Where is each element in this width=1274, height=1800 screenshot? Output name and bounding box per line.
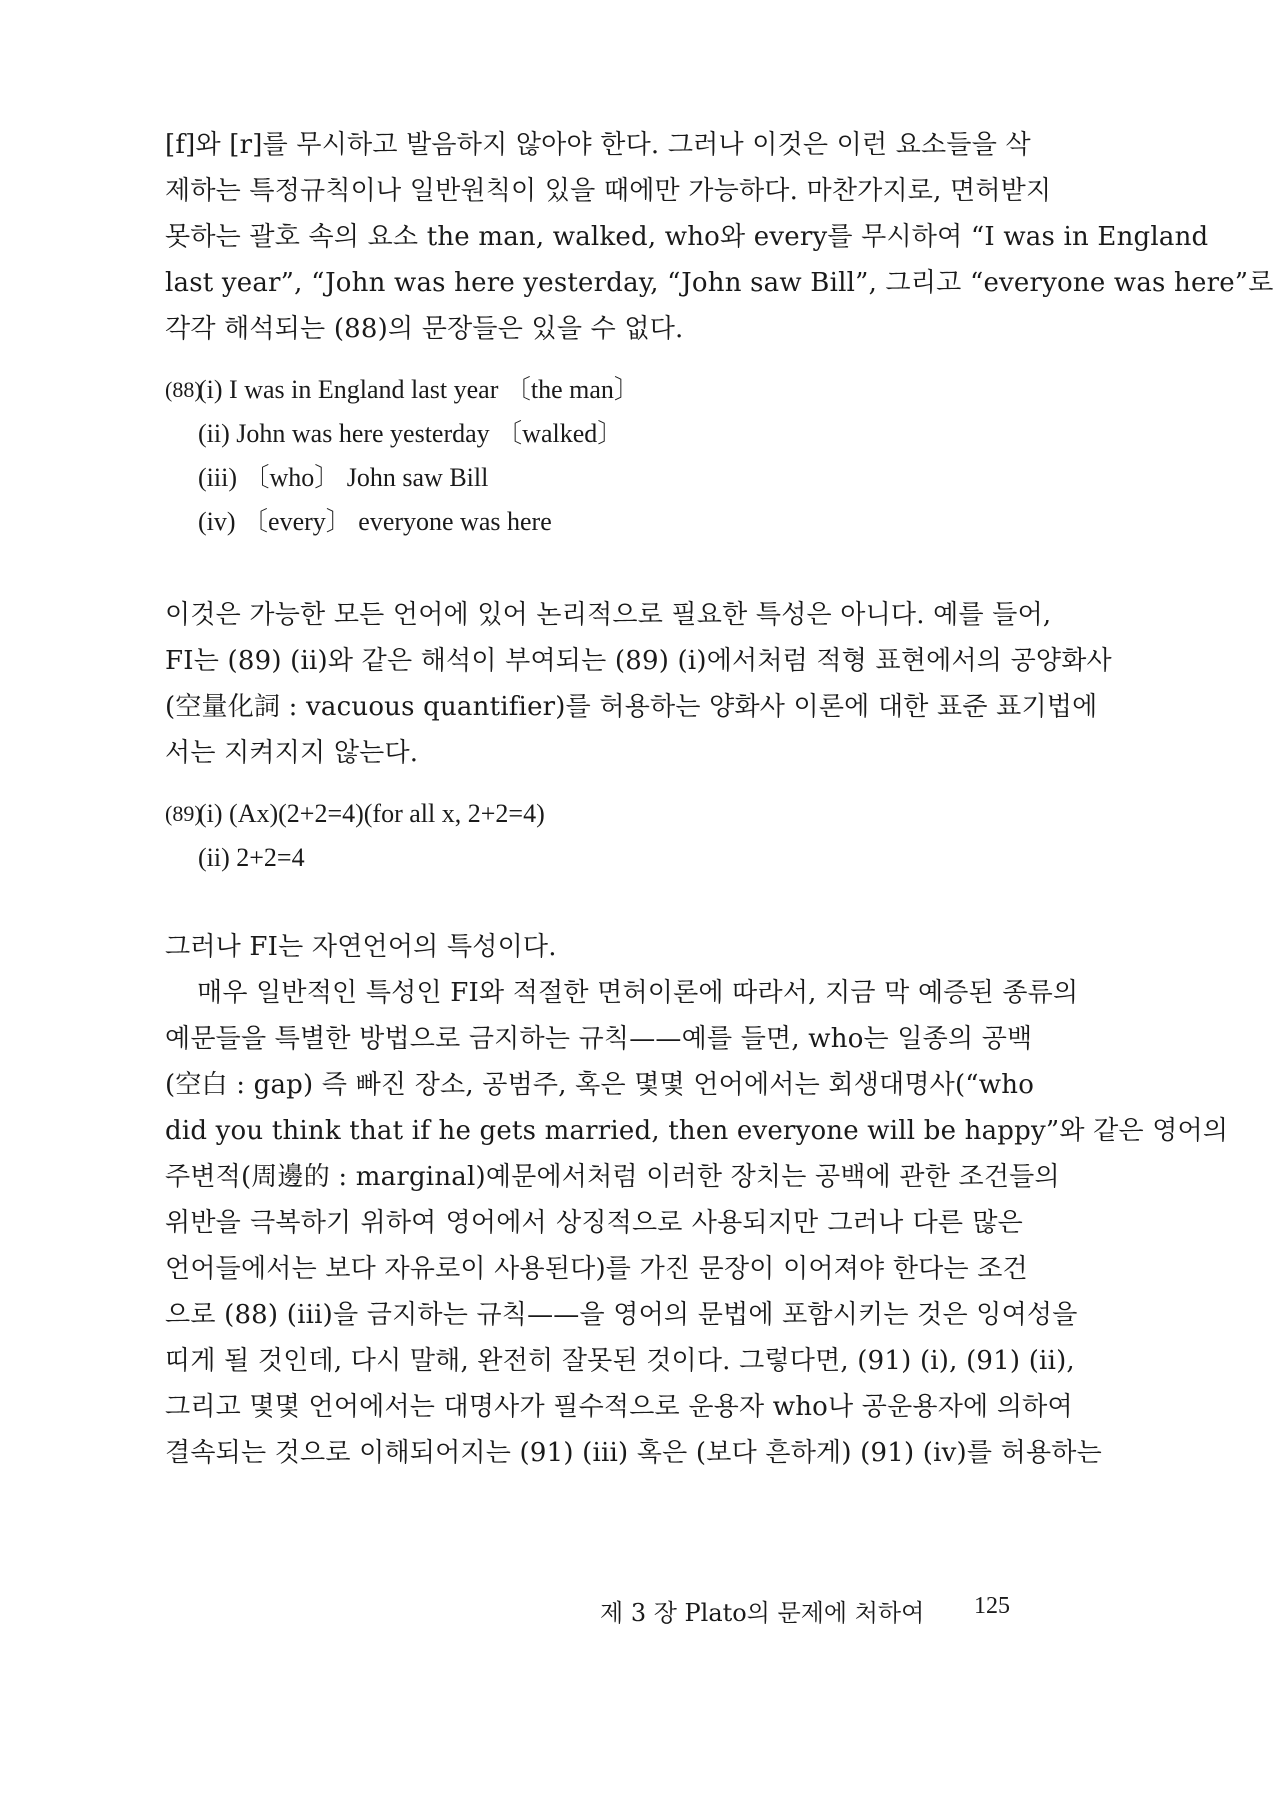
text-line: 띠게 될 것인데, 다시 말해, 완전히 잘못된 것이다. 그렇다면, (91) (i), (91) (ii), — [165, 1346, 1075, 1376]
text-line: 서는 지켜지지 않는다. — [165, 738, 419, 768]
example-item: (iii) 〔who〕 John saw Bill — [198, 463, 489, 492]
text-line: last year”, “John was here yesterday, “John saw Bill”, 그리고 “everyone was here”로 — [165, 268, 1274, 298]
text-line: 그러나 FI는 자연언어의 특성이다. — [165, 932, 557, 962]
text-line: 으로 (88) (iii)을 금지하는 규칙——을 영어의 문법에 포함시키는 것은 잉여성을 — [165, 1300, 1078, 1330]
text-line: 매우 일반적인 특성인 FI와 적절한 면허이론에 따라서, 지금 막 예증된 종류의 — [197, 978, 1079, 1008]
example-item: (ii) 2+2=4 — [198, 843, 305, 872]
text-line: 그리고 몇몇 언어에서는 대명사가 필수적으로 운용자 who나 공운용자에 의하여 — [165, 1392, 1073, 1422]
example-item: (i) I was in England last year 〔the man〕 — [198, 375, 640, 404]
text-line: 결속되는 것으로 이해되어지는 (91) (iii) 혹은 (보다 흔하게) (91) (iv)를 허용하는 — [165, 1438, 1102, 1468]
text-line: FI는 (89) (ii)와 같은 해석이 부여되는 (89) (i)에서처럼 적형 표현에서의 공양화사 — [165, 646, 1112, 676]
text-line: did you think that if he gets married, then everyone will be happy”와 같은 영어의 — [165, 1116, 1229, 1146]
text-line: 주변적(周邊的 : marginal)예문에서처럼 이러한 장치는 공백에 관한 조건들의 — [165, 1162, 1060, 1192]
paragraph-3 — [165, 924, 1229, 1476]
example-item: (iv) 〔every〕 everyone was here — [198, 507, 552, 536]
text-line: 못하는 괄호 속의 요소 the man, walked, who와 every를 무시하여 “I was in England — [165, 222, 1209, 252]
text-line: 제하는 특정규칙이나 일반원칙이 있을 때에만 가능하다. 마찬가지로, 면허받지 — [165, 176, 1052, 206]
paragraph-1 — [165, 122, 1274, 352]
paragraph-2 — [165, 592, 1112, 776]
text-line: 각각 해석되는 (88)의 문장들은 있을 수 없다. — [165, 314, 684, 344]
example-number: (89) — [165, 801, 202, 826]
text-line: 언어들에서는 보다 자유로이 사용된다)를 가진 문장이 이어져야 한다는 조건 — [165, 1254, 1028, 1284]
page-number: 125 — [974, 1593, 1010, 1619]
text-line: 위반을 극복하기 위하여 영어에서 상징적으로 사용되지만 그러나 다른 많은 — [165, 1208, 1023, 1238]
text-line: 예문들을 특별한 방법으로 금지하는 규칙——예를 들면, who는 일종의 공백 — [165, 1024, 1033, 1054]
text-line: (空量化詞 : vacuous quantifier)를 허용하는 양화사 이론에 대한 표준 표기법에 — [165, 692, 1098, 722]
example-number: (88) — [165, 377, 202, 402]
text-line: 이것은 가능한 모든 언어에 있어 논리적으로 필요한 특성은 아니다. 예를 들어, — [165, 600, 1052, 630]
example-item: (ii) John was here yesterday 〔walked〕 — [198, 419, 624, 448]
running-head: 제 3 장 Plato의 문제에 처하여 — [600, 1599, 925, 1627]
text-line: [f]와 [r]를 무시하고 발음하지 않아야 한다. 그러나 이것은 이런 요소들을 삭 — [165, 130, 1031, 160]
text-line: (空白 : gap) 즉 빠진 장소, 공범주, 혹은 몇몇 언어에서는 회생대명사(“who — [165, 1070, 1035, 1100]
example-item: (i) (Ax)(2+2=4)(for all x, 2+2=4) — [198, 799, 545, 828]
